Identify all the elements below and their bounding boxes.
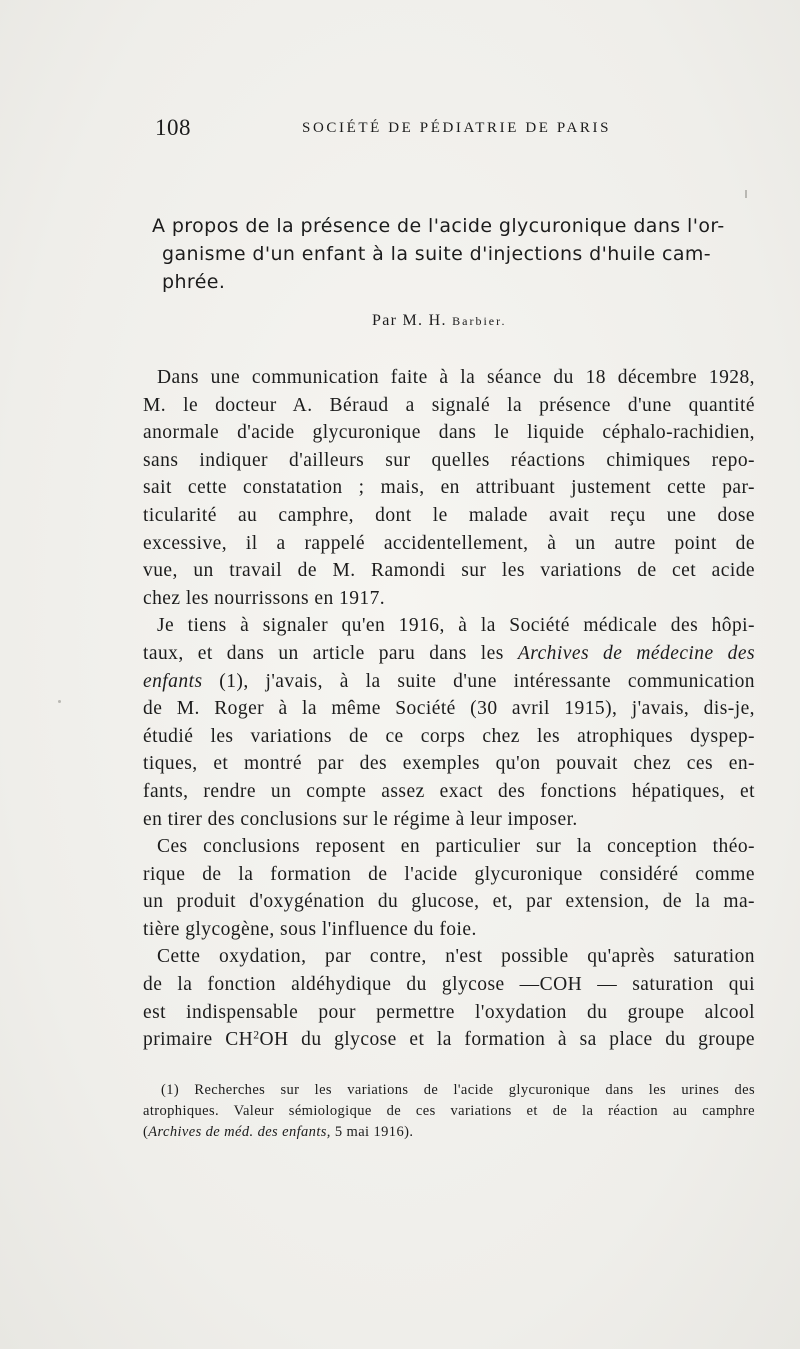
text-line: [143, 1026, 755, 1054]
footnote-paren: (: [143, 1124, 149, 1140]
journal-title: enfants: [143, 670, 203, 692]
footnote: [143, 1080, 755, 1143]
text-line: un produit d'oxygénation du glucose, et, par extension, de la ma-: [143, 891, 755, 913]
footnote-line: (1) Recherches sur les variations de l'acide glycuronique dans les urines des: [161, 1082, 755, 1098]
text-fragment: (1), j'avais, à la suite d'une intéressante communication: [202, 670, 755, 692]
footnote-line: atrophiques. Valeur sémiologique de ces variations et de la réaction au camphre: [143, 1103, 755, 1119]
running-head: SOCIÉTÉ DE PÉDIATRIE DE PARIS: [302, 120, 612, 136]
text-line: sait cette constatation ; mais, en attribuant justement cette par-: [143, 477, 755, 499]
scan-speck: [745, 190, 747, 198]
text-line: anormale d'acide glycuronique dans le liquide céphalo-rachidien,: [143, 422, 755, 444]
byline-prefix: Par M. H.: [372, 312, 447, 329]
scan-speck: [58, 700, 61, 703]
text-line: Je tiens à signaler qu'en 1916, à la Société médicale des hôpi-: [157, 615, 755, 637]
page-number: 108: [155, 115, 191, 140]
text-line: est indispensable pour permettre l'oxydation du groupe alcool: [143, 1001, 755, 1023]
byline: [372, 312, 506, 330]
text-line: [143, 668, 755, 696]
footnote-journal: Archives de méd. des enfants,: [148, 1124, 331, 1140]
text-line: [143, 640, 755, 668]
text-line: M. le docteur A. Béraud a signalé la présence d'une quantité: [143, 394, 755, 416]
article-title: [152, 212, 756, 296]
text-line: de M. Roger à la même Société (30 avril 1915), j'avais, dis-je,: [143, 698, 755, 720]
text-line: excessive, il a rappelé accidentellement, à un autre point de: [143, 532, 755, 554]
footnote-line: [143, 1122, 755, 1143]
text-line: tière glycogène, sous l'influence du foie.: [143, 918, 477, 940]
journal-title: Archives de médecine des: [517, 642, 756, 664]
byline-author: Barbier.: [452, 314, 507, 328]
text-line: Ces conclusions reposent en particulier sur la conception théo-: [157, 836, 755, 858]
text-fragment: OH du glycose et la formation à sa place du groupe: [259, 1029, 756, 1051]
footnote-fragment: 5 mai 1916).: [330, 1124, 414, 1140]
text-line: de la fonction aldéhydique du glycose —COH — saturation qui: [143, 974, 755, 996]
body-text: [143, 364, 755, 1054]
superscript: 2: [253, 1028, 260, 1042]
text-line: ticularité au camphre, dont le malade avait reçu une dose: [143, 504, 755, 526]
title-line: A propos de la présence de l'acide glycuronique dans l'or-: [152, 215, 725, 237]
text-line: étudié les variations de ce corps chez les atrophiques dyspep-: [143, 725, 755, 747]
text-line: sans indiquer d'ailleurs sur quelles réactions chimiques repo-: [143, 449, 755, 471]
text-line: vue, un travail de M. Ramondi sur les variations de cet acide: [143, 560, 755, 582]
text-line: Cette oxydation, par contre, n'est possible qu'après saturation: [157, 946, 755, 968]
text-line: rique de la formation de l'acide glycuronique considéré comme: [143, 863, 755, 885]
title-line: phrée.: [162, 271, 226, 293]
text-fragment: primaire CH: [143, 1029, 254, 1051]
text-line: en tirer des conclusions sur le régime à leur imposer.: [143, 808, 578, 830]
title-line: ganisme d'un enfant à la suite d'injections d'huile cam-: [162, 243, 712, 265]
text-line: chez les nourrissons en 1917.: [143, 587, 386, 609]
text-line: Dans une communication faite à la séance du 18 décembre 1928,: [157, 367, 755, 388]
text-fragment: taux, et dans un article paru dans les: [143, 642, 504, 664]
text-line: fants, rendre un compte assez exact des fonctions hépatiques, et: [143, 780, 755, 802]
text-line: tiques, et montré par des exemples qu'on pouvait chez ces en-: [143, 753, 755, 775]
